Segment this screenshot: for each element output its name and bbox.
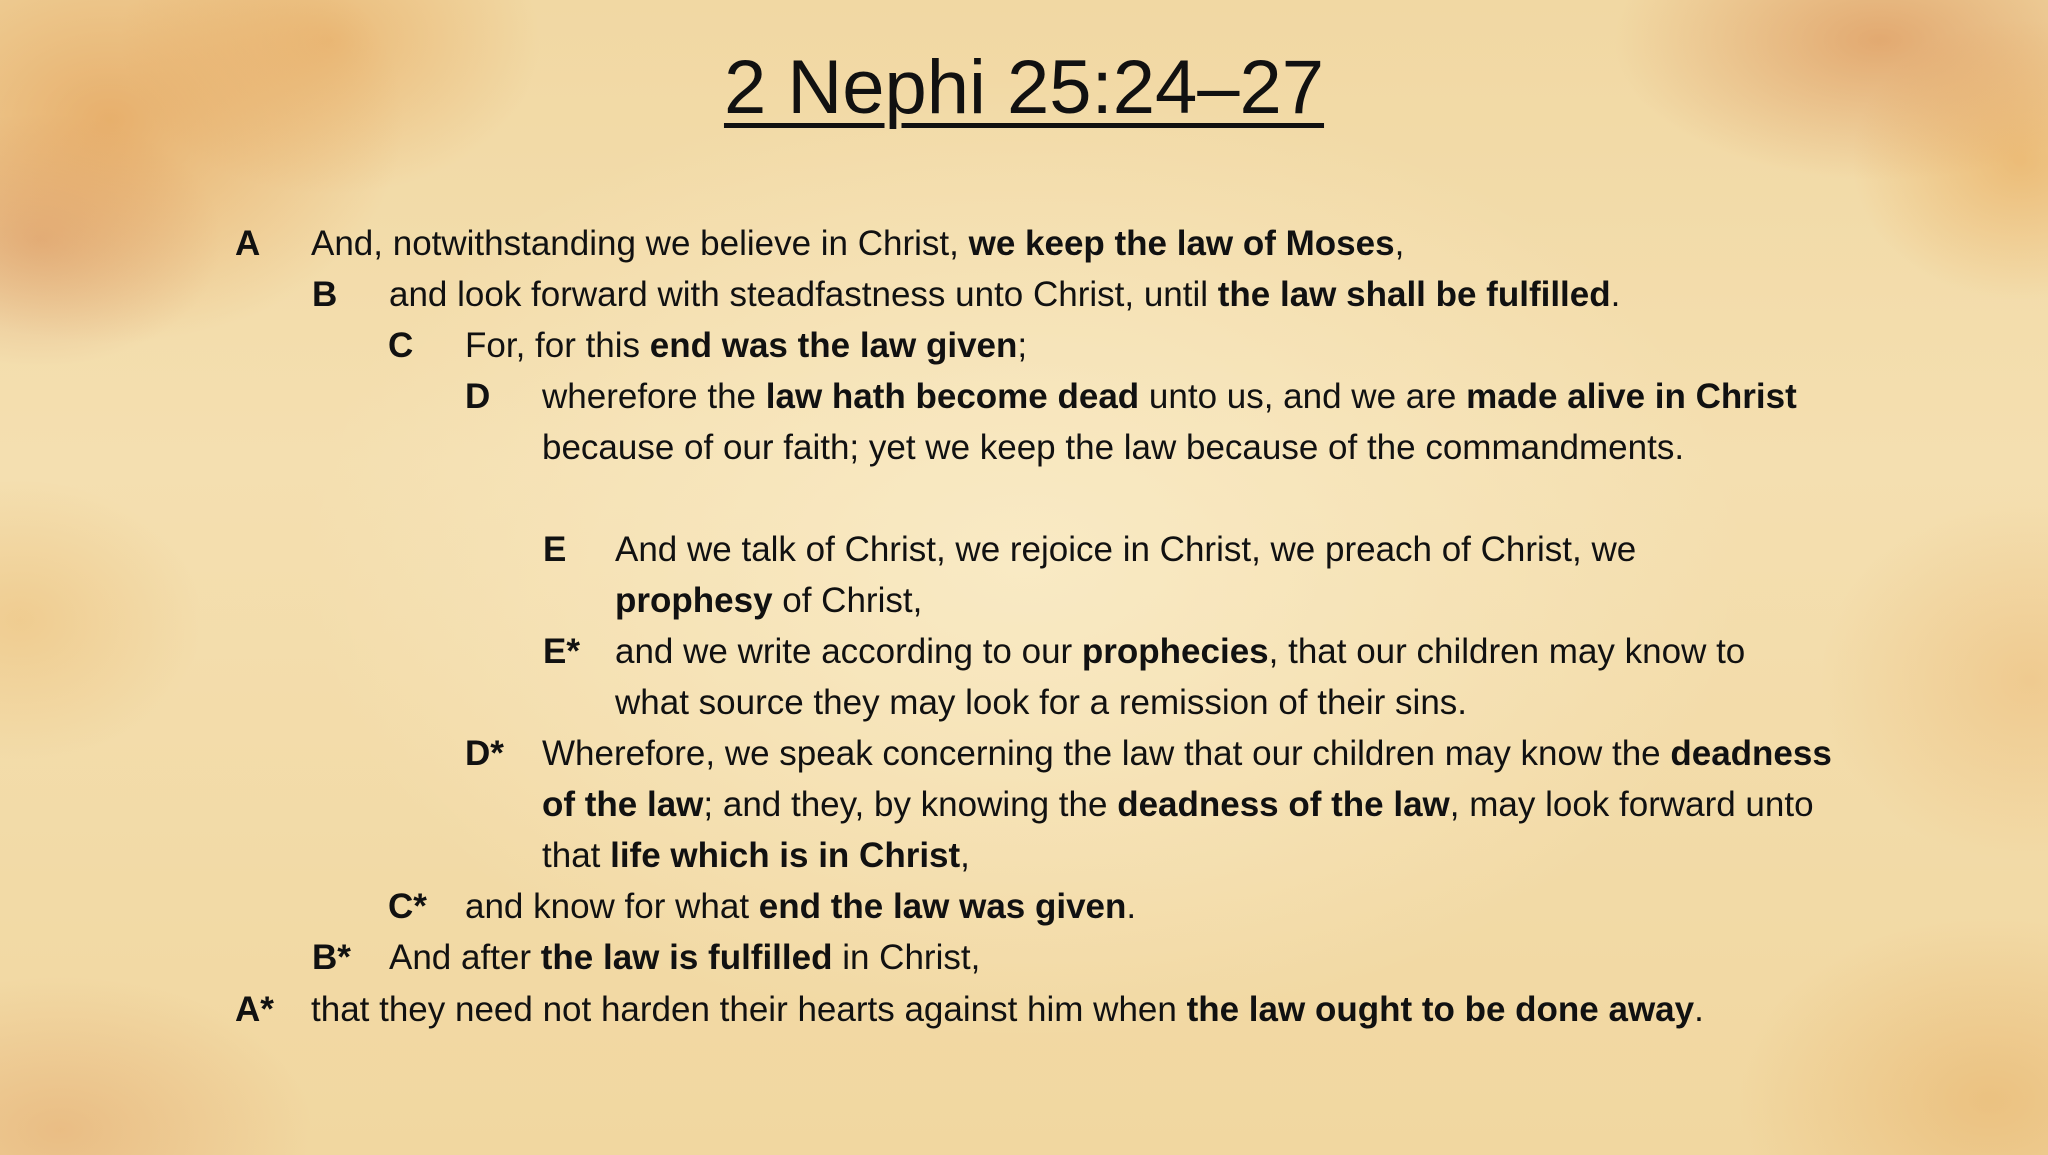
- text-segment: .: [1694, 990, 1704, 1029]
- text-segment: , may look forward unto that: [542, 785, 1814, 875]
- text-segment: because of our faith; yet we keep the law because of the commandments.: [542, 428, 1685, 467]
- text-segment: wherefore the: [542, 377, 766, 416]
- chiasm-text: [465, 320, 1805, 371]
- text-segment: And, notwithstanding we believe in Christ,: [311, 224, 969, 263]
- chiasm-label: D*: [465, 734, 504, 773]
- text-segment: Wherefore, we speak concerning the law that our children may know the: [542, 734, 1671, 773]
- bold-segment: law hath become dead: [765, 377, 1140, 416]
- text-segment: in Christ,: [832, 938, 981, 977]
- chiasm-label: B: [312, 275, 338, 314]
- bold-segment: made alive in Christ: [1466, 377, 1797, 416]
- chiasm-label: B*: [312, 938, 351, 977]
- chiasm-label: C*: [388, 887, 427, 926]
- text-segment: and look forward with steadfastness unto Christ, until: [389, 275, 1218, 314]
- text-segment: .: [1126, 887, 1137, 926]
- chiasm-label: A: [235, 224, 261, 263]
- text-segment: And we talk of Christ, we rejoice in Christ, we preach of Christ, we: [615, 530, 1637, 569]
- text-segment: And after: [389, 938, 541, 977]
- chiasm-label: C: [388, 326, 414, 365]
- chiasm-text: [311, 984, 1771, 1035]
- chiasm-text: [389, 269, 1809, 320]
- bold-segment: end was the law given: [649, 326, 1018, 365]
- slide-title: [0, 38, 2048, 138]
- bold-segment: deadness of the law: [542, 734, 1832, 824]
- chiasm-label: D: [465, 377, 491, 416]
- bold-segment: prophecies: [1081, 632, 1269, 671]
- chiasm-text: [465, 881, 1805, 932]
- text-segment: ,: [960, 836, 970, 875]
- bold-segment: life which is in Christ: [610, 836, 961, 875]
- chiasm-label: E*: [543, 632, 580, 671]
- bold-segment: the law is fulfilled: [540, 938, 833, 977]
- text-segment: unto us, and we are: [1139, 377, 1467, 416]
- bold-segment: we keep the law of Moses: [968, 224, 1395, 263]
- chiasm-text: [311, 218, 1791, 269]
- bold-segment: the law ought to be done away: [1186, 990, 1695, 1029]
- bold-segment: end the law was given: [758, 887, 1127, 926]
- chiasm-label: A*: [235, 990, 274, 1029]
- text-segment: .: [1610, 275, 1621, 314]
- chiasm-text: [542, 371, 1822, 473]
- bold-segment: deadness of the law: [1117, 785, 1450, 824]
- slide-title-text: 2 Nephi 25:24–27: [723, 45, 1325, 130]
- chiasm-text: [389, 932, 1809, 983]
- text-segment: ;: [1017, 326, 1028, 365]
- text-segment: and we write according to our: [615, 632, 1082, 671]
- chiasm-label: E: [543, 530, 567, 569]
- text-segment: that they need not harden their hearts against him when: [311, 990, 1187, 1029]
- chiasm-text: [542, 728, 1832, 881]
- chiasm-text: [615, 524, 1765, 626]
- text-segment: ; and they, by knowing the: [703, 785, 1118, 824]
- chiasm-text: [615, 626, 1765, 728]
- text-segment: and know for what: [465, 887, 759, 926]
- text-segment: For, for this: [465, 326, 650, 365]
- text-segment: of Christ,: [772, 581, 923, 620]
- text-segment: ,: [1394, 224, 1405, 263]
- bold-segment: the law shall be fulfilled: [1217, 275, 1611, 314]
- bold-segment: prophesy: [615, 581, 773, 620]
- text-segment: , that our children may know to what source they may look for a remission of their sins.: [615, 632, 1746, 722]
